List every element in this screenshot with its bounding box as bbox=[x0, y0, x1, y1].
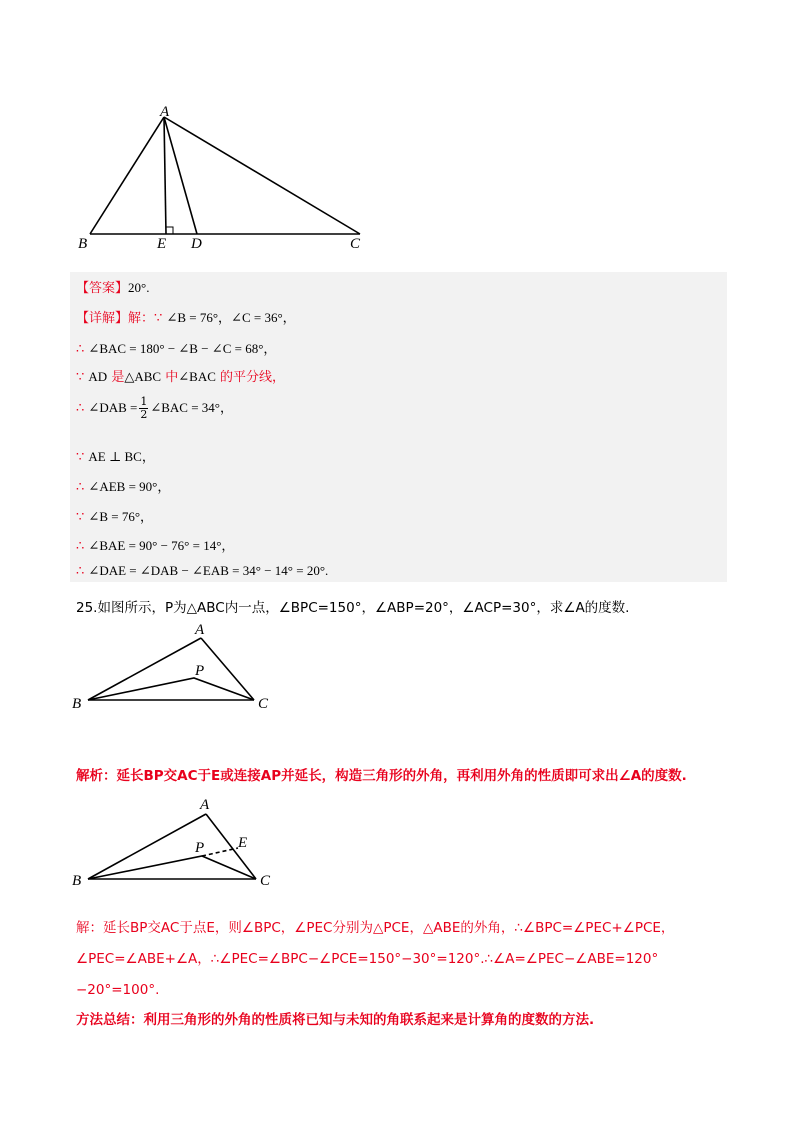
fig1-label-c: C bbox=[350, 236, 361, 252]
detail-sym-6: ∵ bbox=[76, 510, 85, 525]
analysis-label: 解析： bbox=[76, 768, 117, 784]
figure-1-triangle bbox=[70, 100, 380, 260]
detail-math-4: AE ⊥ BC， bbox=[88, 449, 155, 464]
fig1-label-b: B bbox=[78, 236, 88, 252]
detail-math-1: ∠BAC = 180° − ∠B − ∠C = 68°， bbox=[88, 341, 277, 356]
fig2-label-a: A bbox=[195, 622, 205, 638]
detail-jie: 解： bbox=[128, 311, 155, 326]
detail-line-5 bbox=[76, 476, 170, 495]
answer-line bbox=[76, 277, 149, 296]
detail-sym-8: ∴ bbox=[76, 564, 85, 579]
detail-math-2-tri: △ABC bbox=[124, 369, 162, 384]
detail-math-5: ∠AEB = 90°， bbox=[88, 479, 171, 494]
question-text: 如图所示，P为△ABC内一点，∠BPC=150°，∠ABP=20°，∠ACP=30°，求∠A的度数. bbox=[97, 600, 630, 616]
fig1-label-d: D bbox=[191, 236, 202, 252]
fraction-numerator: 1 bbox=[140, 395, 148, 408]
detail-line-3 bbox=[76, 396, 233, 421]
fig2-label-p: P bbox=[195, 663, 205, 679]
analysis-paragraph bbox=[76, 765, 731, 787]
detail-math-3a: ∠DAB = bbox=[88, 400, 138, 415]
fig1-label-e: E bbox=[157, 236, 167, 252]
detail-line-6 bbox=[76, 506, 153, 525]
detail-text-2-mid2: 中 bbox=[165, 370, 179, 385]
detail-line-4 bbox=[76, 446, 155, 465]
detail-math-0: ∠B = 76°，∠C = 36°， bbox=[166, 310, 296, 325]
detail-line-2 bbox=[76, 366, 285, 385]
detail-math-8: ∠DAE = ∠DAB − ∠EAB = 34° − 14° = 20°. bbox=[88, 563, 329, 578]
detail-sym-4: ∵ bbox=[76, 450, 85, 465]
fig2-label-b: B bbox=[72, 696, 82, 712]
fig3-label-e: E bbox=[238, 835, 248, 851]
detail-sym-2: ∵ bbox=[76, 370, 85, 385]
solution-paragraph bbox=[76, 913, 731, 1006]
solution-label: 解： bbox=[76, 920, 103, 936]
solution-text: 延长BP交AC于点E，则∠BPC，∠PEC分别为△PCE，△ABE的外角，∴∠BPC=∠PEC+∠PCE，∠PEC=∠ABE+∠A，∴∠PEC=∠BPC−∠PCE=150°−30°=120°.∴∠A=∠PEC−∠ABE=120°−20°=100°. bbox=[76, 920, 675, 998]
detail-text-2-mid1: 是 bbox=[111, 370, 125, 385]
question-25 bbox=[76, 596, 629, 616]
summary-label: 方法总结： bbox=[76, 1012, 144, 1028]
fraction-denominator: 2 bbox=[140, 408, 148, 421]
detail-line-0 bbox=[76, 307, 296, 326]
summary-text: 利用三角形的外角的性质将已知与未知的角联系起来是计算角的度数的方法. bbox=[143, 1012, 595, 1028]
fig1-label-a: A bbox=[160, 104, 170, 120]
detail-sym-1: ∴ bbox=[76, 342, 85, 357]
fig3-label-p: P bbox=[195, 840, 205, 856]
summary-paragraph bbox=[76, 1009, 731, 1031]
detail-sym-3: ∴ bbox=[76, 401, 85, 416]
detail-math-6: ∠B = 76°， bbox=[88, 509, 154, 524]
detail-tag: 【详解】 bbox=[76, 311, 129, 326]
detail-math-3b: ∠BAC = 34°， bbox=[150, 400, 233, 415]
fig3-label-b: B bbox=[72, 873, 82, 889]
detail-math-7: ∠BAE = 90° − 76° = 14°， bbox=[88, 538, 235, 553]
detail-math-2-pre: AD bbox=[88, 369, 108, 384]
fraction-one-half bbox=[139, 396, 148, 421]
question-number: 25. bbox=[76, 600, 98, 616]
detail-sym-7: ∴ bbox=[76, 539, 85, 554]
detail-line-1 bbox=[76, 338, 276, 357]
answer-value: 20°. bbox=[128, 280, 150, 295]
figure-3-triangle bbox=[68, 790, 288, 890]
detail-text-2-post: 的平分线， bbox=[220, 370, 286, 385]
fig2-label-c: C bbox=[258, 696, 269, 712]
analysis-text: 延长BP交AC于E或连接AP并延长，构造三角形的外角，再利用外角的性质即可求出∠A的度数. bbox=[116, 768, 687, 784]
answer-tag: 【答案】 bbox=[76, 281, 129, 296]
detail-sym-5: ∴ bbox=[76, 480, 85, 495]
fig3-label-a: A bbox=[200, 797, 210, 813]
detail-line-8 bbox=[76, 563, 328, 579]
detail-line-7 bbox=[76, 535, 234, 554]
detail-sym-0: ∵ bbox=[154, 311, 163, 326]
fig3-label-c: C bbox=[260, 873, 271, 889]
figure-2-triangle bbox=[68, 618, 283, 718]
detail-math-2-ang: ∠BAC bbox=[178, 369, 216, 384]
